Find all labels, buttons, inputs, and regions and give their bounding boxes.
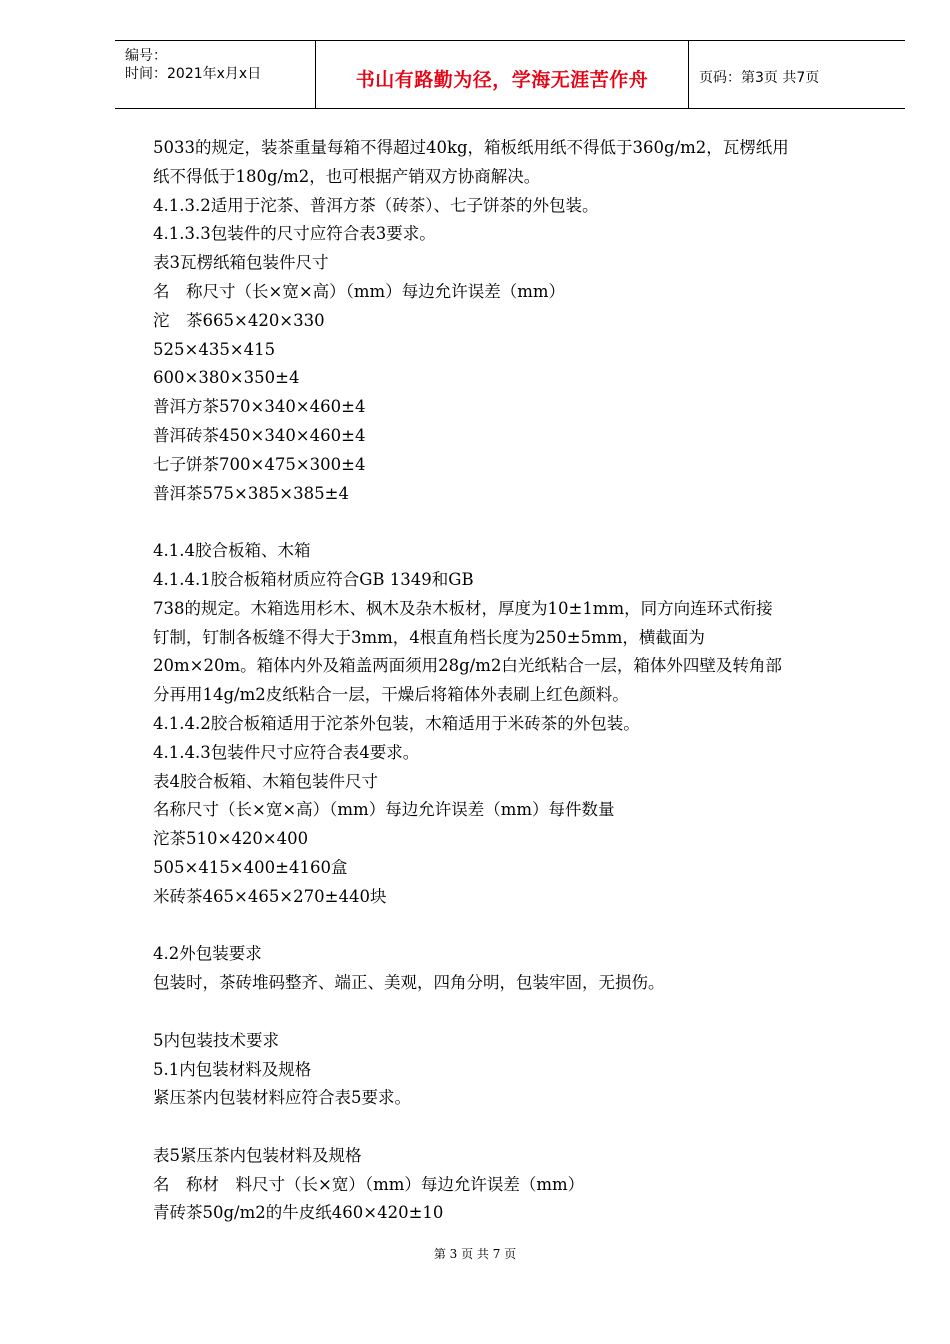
body-line: 钉制，钉制各板缝不得大于3mm，4根直角档长度为250±5mm，横截面为 (153, 627, 705, 647)
header-motto: 书山有路勤为径，学海无涯苦作舟 (355, 69, 649, 91)
body-line: 4.1.4.1胶合板箱材质应符合GB 1349和GB (153, 569, 474, 589)
blank-line (153, 912, 873, 941)
body-line: 名 称尺寸（长×宽×高）（mm）每边允许误差（mm） (153, 281, 565, 301)
page-footer: 第 3 页 共 7 页 (433, 1247, 517, 1261)
body-line: 名称尺寸（长×宽×高）（mm）每边允许误差（mm）每件数量 (153, 800, 615, 820)
body-line: 505×415×400±4160盒 (153, 857, 348, 877)
header-page-cell (689, 41, 905, 108)
body-line: 4.1.4胶合板箱、木箱 (153, 541, 311, 561)
body-line: 普洱方茶570×340×460±4 (153, 397, 366, 417)
body-line: 20m×20m。箱体内外及箱盖两面须用28g/m2白光纸粘合一层，箱体外四壁及转角部 (153, 656, 782, 676)
body-line: 738的规定。木箱选用杉木、枫木及杂木板材，厚度为10±1mm，同方向连环式衔接 (153, 598, 773, 618)
blank-line (153, 508, 873, 537)
body-line: 4.2外包装要求 (153, 944, 262, 964)
body-line: 七子饼茶700×475×300±4 (153, 454, 366, 474)
header-page-code: 页码：第3页 共7页 (699, 70, 820, 86)
body-line: 沱茶510×420×400 (153, 829, 309, 849)
body-line: 纸不得低于180g/m2，也可根据产销双方协商解决。 (153, 166, 541, 186)
body-line: 普洱茶575×385×385±4 (153, 483, 349, 503)
body-line: 4.1.3.3包装件的尺寸应符合表3要求。 (153, 224, 436, 244)
body-line: 表4胶合板箱、木箱包装件尺寸 (153, 771, 378, 791)
body-line: 5.1内包装材料及规格 (153, 1059, 312, 1079)
body-line: 525×435×415 (153, 339, 276, 359)
page-header (115, 40, 905, 109)
body-line: 表5紧压茶内包装材料及规格 (153, 1145, 362, 1165)
body-line: 普洱砖茶450×340×460±4 (153, 425, 366, 445)
body-line: 包装时，茶砖堆码整齐、端正、美观，四角分明，包装牢固，无损伤。 (153, 973, 665, 993)
header-left-cell (115, 41, 316, 108)
body-line: 5033的规定，装茶重量每箱不得超过40kg，箱板纸用纸不得低于360g/m2，瓦楞纸用 (153, 138, 789, 157)
blank-line (153, 998, 873, 1027)
document-body (153, 134, 873, 1228)
body-line: 分再用14g/m2皮纸粘合一层，干燥后将箱体外表刷上红色颜料。 (153, 685, 629, 705)
body-line: 紧压茶内包装材料应符合表5要求。 (153, 1088, 411, 1108)
body-line: 表3瓦楞纸箱包装件尺寸 (153, 253, 329, 273)
body-line: 5内包装技术要求 (153, 1030, 279, 1050)
body-line: 米砖茶465×465×270±440块 (153, 886, 387, 906)
document-time-label: 时间：2021年x月x日 (125, 66, 262, 82)
document-number-label: 编号： (125, 48, 167, 64)
body-line: 4.1.4.2胶合板箱适用于沱茶外包装，木箱适用于米砖茶的外包装。 (153, 713, 640, 733)
body-line: 沱 茶665×420×330 (153, 310, 325, 330)
body-line: 青砖茶50g/m2的牛皮纸460×420±10 (153, 1203, 444, 1223)
body-line: 4.1.3.2适用于沱茶、普洱方茶（砖茶）、七子饼茶的外包装。 (153, 195, 599, 215)
header-motto-cell (316, 41, 689, 108)
body-line: 600×380×350±4 (153, 368, 300, 388)
body-line: 4.1.4.3包装件尺寸应符合表4要求。 (153, 742, 420, 762)
body-line: 名 称材 料尺寸（长×宽）（mm）每边允许误差（mm） (153, 1174, 585, 1194)
blank-line (153, 1113, 873, 1142)
